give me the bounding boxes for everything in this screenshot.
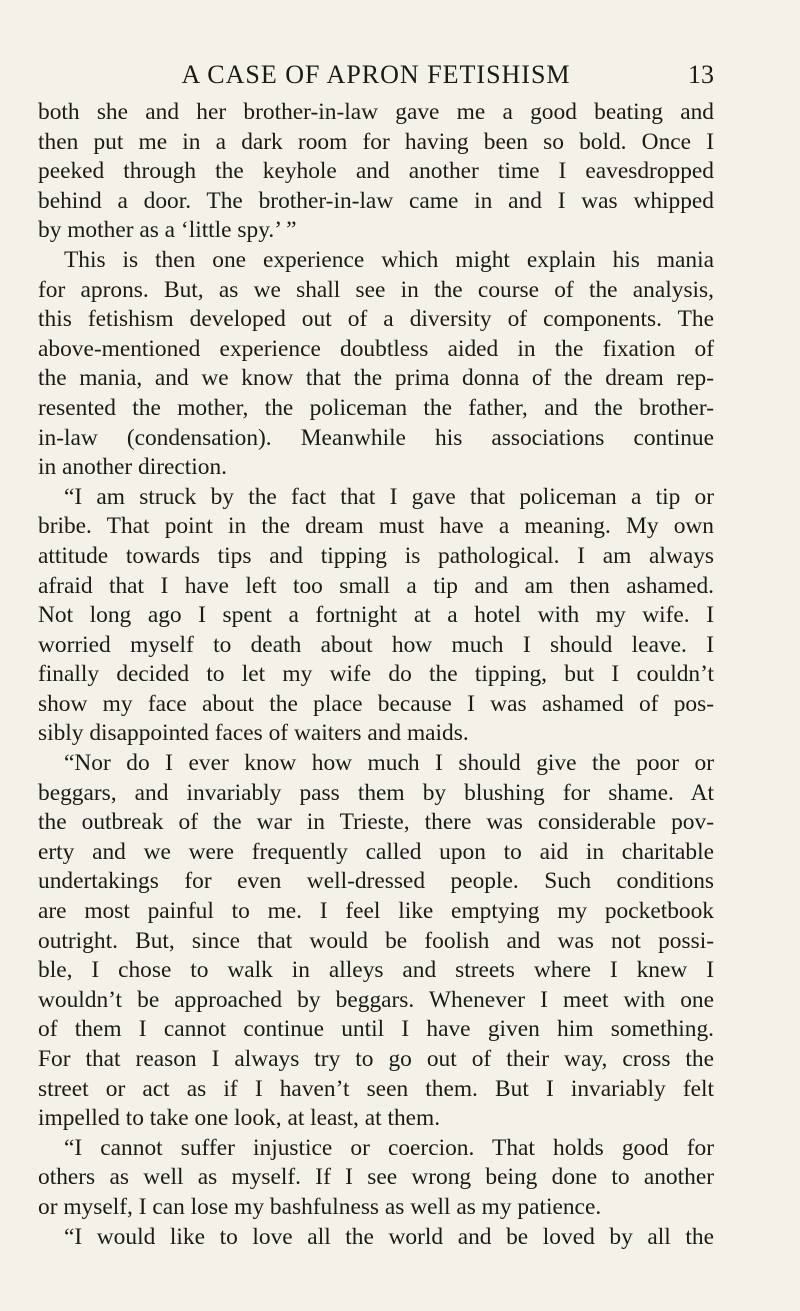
text-line: street or act as if I haven’t seen them. But I invariably felt [38, 1075, 714, 1102]
text-line: “I cannot suffer injustice or coercion. That holds good for [64, 1134, 714, 1161]
text-line: bribe. That point in the dream must have a meaning. My own [38, 513, 714, 540]
text-line: the mania, and we know that the prima donna of the dream rep- [38, 365, 714, 392]
text-line: ble, I chose to walk in alleys and streets where I knew I [38, 957, 714, 984]
text-line: attitude towards tips and tipping is pathological. I am always [38, 542, 714, 569]
page-header [38, 58, 714, 98]
book-page [38, 58, 714, 1252]
text-line: above-mentioned experience doubtless aided in the fixation of [38, 335, 714, 362]
text-line: or myself, I can lose my bashfulness as well as my patience. [38, 1193, 602, 1220]
text-line: afraid that I have left too small a tip and am then ashamed. [38, 572, 714, 599]
text-line: this fetishism developed out of a diversity of components. The [38, 306, 714, 333]
text-line: finally decided to let my wife do the tipping, but I couldn’t [38, 661, 714, 688]
text-line: sibly disappointed faces of waiters and maids. [38, 720, 469, 747]
text-line: in another direction. [38, 454, 228, 481]
text-line: then put me in a dark room for having been so bold. Once I [38, 128, 714, 155]
text-line: in-law (condensation). Meanwhile his associations continue [38, 424, 714, 451]
text-line: Not long ago I spent a fortnight at a hotel with my wife. I [38, 602, 714, 629]
text-line: “Nor do I ever know how much I should give the poor or [64, 750, 714, 777]
text-line: of them I cannot continue until I have given him something. [38, 1016, 714, 1043]
text-line: the outbreak of the war in Trieste, there was considerable pov- [38, 809, 714, 836]
text-line: resented the mother, the policeman the father, and the brother- [38, 394, 714, 421]
text-line: are most painful to me. I feel like emptying my pocketbook [38, 898, 714, 925]
text-line: show my face about the place because I was ashamed of pos- [38, 690, 714, 717]
text-line: impelled to take one look, at least, at them. [38, 1105, 441, 1132]
text-line: erty and we were frequently called upon to aid in charitable [38, 838, 714, 865]
text-line: This is then one experience which might explain his mania [64, 246, 714, 273]
text-line: “I am struck by the fact that I gave that policeman a tip or [64, 483, 714, 510]
text-line: worried myself to death about how much I should leave. I [38, 631, 714, 658]
text-line: by mother as a ‘little spy.’ ” [38, 217, 297, 244]
text-line: behind a door. The brother-in-law came in and I was whipped [38, 187, 714, 214]
text-line: peeked through the keyhole and another time I eavesdropped [38, 158, 714, 185]
text-line: undertakings for even well-dressed people. Such conditions [38, 868, 714, 895]
text-line: others as well as myself. If I see wrong being done to another [38, 1164, 714, 1191]
page-number: 13 [688, 60, 714, 89]
body-text [38, 98, 714, 1252]
text-line: “I would like to love all the world and be loved by all the [64, 1223, 714, 1250]
text-line: both she and her brother-in-law gave me a good beating and [38, 99, 714, 125]
text-line: beggars, and invariably pass them by blushing for shame. At [38, 779, 714, 806]
text-line: outright. But, since that would be foolish and was not possi- [38, 927, 714, 954]
text-line: wouldn’t be approached by beggars. Whenever I meet with one [38, 986, 714, 1013]
text-line: for aprons. But, as we shall see in the course of the analysis, [38, 276, 714, 303]
running-title: A CASE OF APRON FETISHISM [181, 60, 571, 89]
text-line: For that reason I always try to go out of their way, cross the [38, 1046, 714, 1072]
